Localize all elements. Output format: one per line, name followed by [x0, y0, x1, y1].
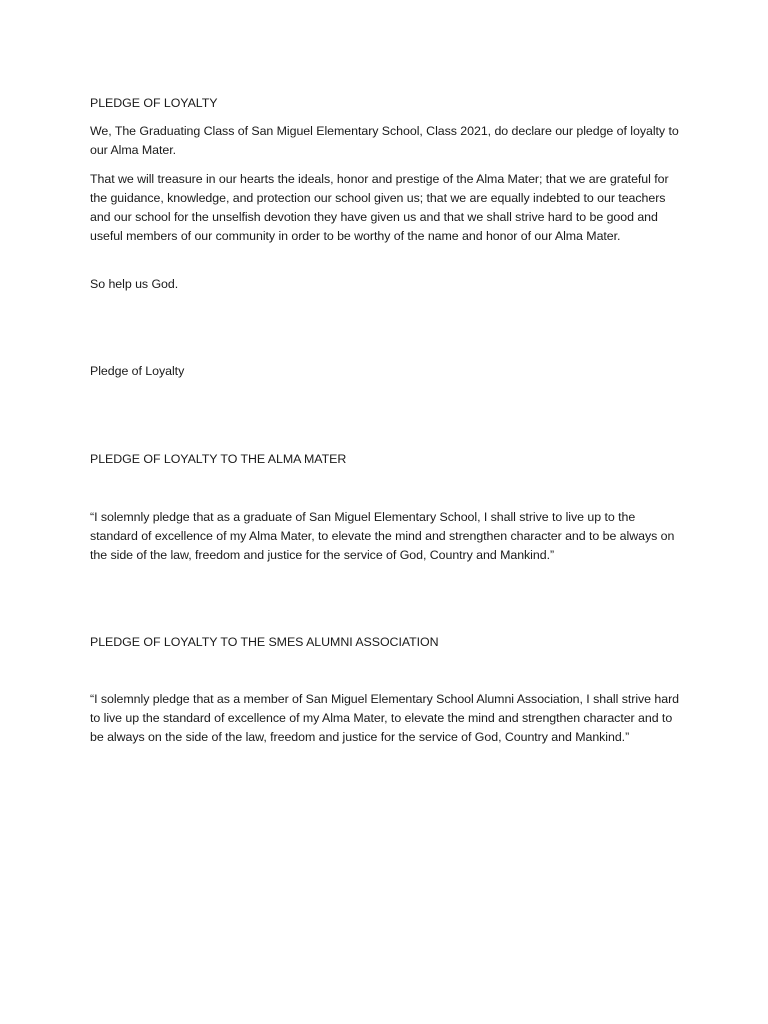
- intro-paragraph: We, The Graduating Class of San Miguel Elementary School, Class 2021, do declare our pledge of loyalty to our Alma Mater.: [90, 124, 679, 157]
- document-title: PLEDGE OF LOYALTY: [90, 96, 218, 110]
- closing-line: So help us God.: [90, 277, 179, 291]
- body-paragraph: That we will treasure in our hearts the ideals, honor and prestige of the Alma Mater; that we are grateful for the guidance, knowledge, and protection our school given us; that we are equally indebted to our teachers and our school for the unselfish devotion they have given us and that we shall strive hard to be good and useful members of our community in order to be worthy of the name and honor of our Alma Mater.: [90, 172, 669, 243]
- alumni-pledge: “I solemnly pledge that as a member of San Miguel Elementary School Alumni Association, I shall strive hard to live up the standard of excellence of my Alma Mater, to elevate the mind and strengthen character and to be always on the side of the law, freedom and justice for the service of God, Country and Mankind.”: [90, 692, 680, 744]
- alma-mater-pledge: “I solemnly pledge that as a graduate of San Miguel Elementary School, I shall strive to live up to the standard of excellence of my Alma Mater, to elevate the mind and strengthen character and to be always on the side of the law, freedom and justice for the service of God, Country and Mankind.”: [90, 510, 675, 562]
- subtitle: Pledge of Loyalty: [90, 364, 185, 378]
- alma-mater-heading: PLEDGE OF LOYALTY TO THE ALMA MATER: [90, 452, 347, 466]
- alumni-heading: PLEDGE OF LOYALTY TO THE SMES ALUMNI ASSOCIATION: [90, 635, 439, 649]
